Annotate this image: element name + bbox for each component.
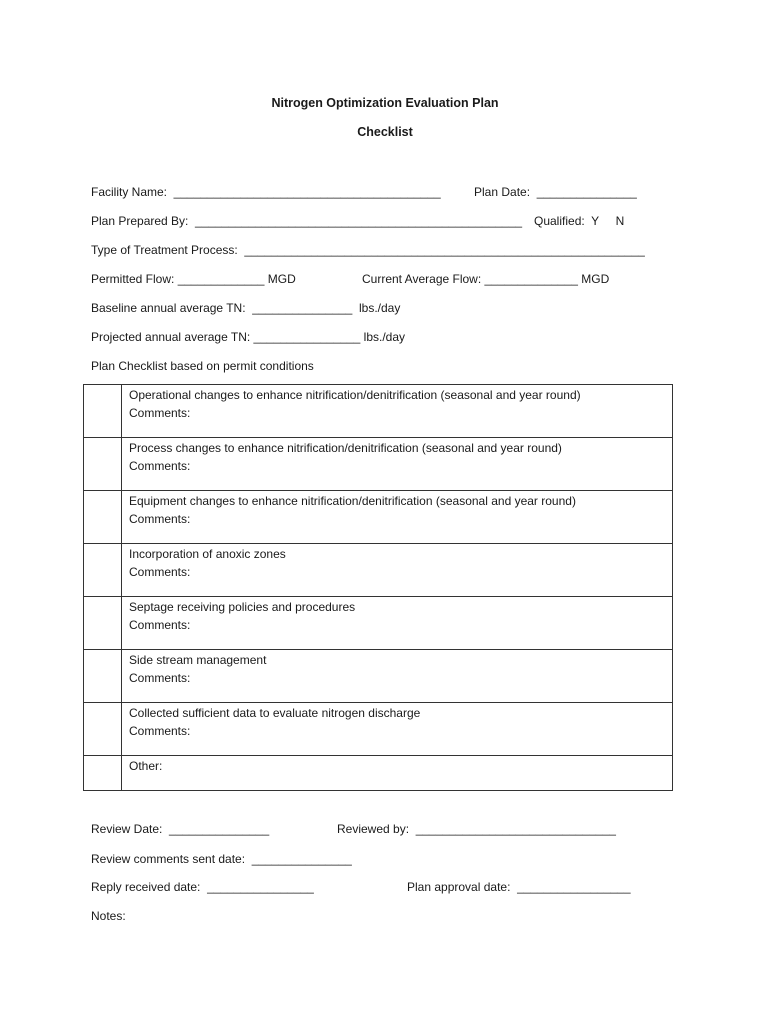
checklist-item-cell	[122, 597, 673, 650]
checklist-item-label: Other:	[129, 759, 163, 773]
checklist-item-cell	[122, 438, 673, 491]
checklist-row	[84, 597, 673, 650]
notes-label: Notes:	[91, 909, 126, 923]
checkbox-cell[interactable]	[84, 650, 122, 703]
checklist-comments-label: Comments:	[129, 617, 191, 632]
facility-name-field[interactable]: Facility Name: ________________________________________	[91, 185, 441, 199]
checklist-row	[84, 703, 673, 756]
plan-checklist-table	[83, 384, 673, 791]
checklist-item-label: Process changes to enhance nitrification/denitrification (seasonal and year round)	[129, 441, 562, 455]
checklist-item-label: Septage receiving policies and procedures	[129, 600, 356, 614]
review-date-field[interactable]: Review Date: _______________	[91, 822, 270, 836]
checklist-item-cell	[122, 544, 673, 597]
review-comments-sent-field[interactable]: Review comments sent date: _______________	[91, 852, 352, 866]
checklist-item-label: Operational changes to enhance nitrification/denitrification (seasonal and year round)	[129, 388, 581, 402]
checklist-item-label: Side stream management	[129, 653, 267, 667]
checklist-comments-label: Comments:	[129, 723, 191, 738]
checklist-comments-label: Comments:	[129, 670, 191, 685]
document-title: Nitrogen Optimization Evaluation Plan	[271, 96, 499, 110]
plan-date-field[interactable]: Plan Date: _______________	[474, 185, 637, 199]
permitted-flow-field[interactable]: Permitted Flow: _____________ MGD	[91, 272, 296, 286]
checklist-comments-label: Comments:	[129, 564, 191, 579]
checklist-item-cell	[122, 756, 673, 791]
baseline-tn-field[interactable]: Baseline annual average TN: _______________ lbs./day	[91, 301, 401, 315]
checklist-row	[84, 756, 673, 791]
reviewed-by-field[interactable]: Reviewed by: ______________________________	[337, 822, 616, 836]
checklist-row	[84, 385, 673, 438]
treatment-process-field[interactable]: Type of Treatment Process: ____________________________________________________________	[91, 243, 645, 257]
checklist-item-label: Equipment changes to enhance nitrification/denitrification (seasonal and year round)	[129, 494, 576, 508]
plan-prepared-by-field[interactable]: Plan Prepared By: _________________________________________________	[91, 214, 523, 228]
plan-approval-date-field[interactable]: Plan approval date: _________________	[407, 880, 631, 894]
checklist-comments-label: Comments:	[129, 511, 191, 526]
projected-tn-field[interactable]: Projected annual average TN: ________________ lbs./day	[91, 330, 406, 344]
checklist-item-cell	[122, 650, 673, 703]
checklist-item-label: Incorporation of anoxic zones	[129, 547, 286, 561]
checkbox-cell[interactable]	[84, 385, 122, 438]
checklist-row	[84, 650, 673, 703]
checkbox-cell[interactable]	[84, 491, 122, 544]
checkbox-cell[interactable]	[84, 597, 122, 650]
checklist-item-cell	[122, 491, 673, 544]
checklist-row	[84, 491, 673, 544]
checklist-row	[84, 544, 673, 597]
reply-received-field[interactable]: Reply received date: ________________	[91, 880, 314, 894]
checklist-item-cell	[122, 385, 673, 438]
checkbox-cell[interactable]	[84, 544, 122, 597]
checklist-item-label: Collected sufficient data to evaluate nitrogen discharge	[129, 706, 421, 720]
checkbox-cell[interactable]	[84, 703, 122, 756]
checklist-comments-label: Comments:	[129, 458, 191, 473]
qualified-field[interactable]: Qualified: Y N	[534, 214, 625, 228]
document-subtitle: Checklist	[357, 125, 413, 139]
checklist-item-cell	[122, 703, 673, 756]
checkbox-cell[interactable]	[84, 756, 122, 791]
checkbox-cell[interactable]	[84, 438, 122, 491]
checklist-comments-label: Comments:	[129, 405, 191, 420]
checklist-intro: Plan Checklist based on permit conditions	[91, 359, 314, 373]
current-average-flow-field[interactable]: Current Average Flow: ______________ MGD	[362, 272, 610, 286]
checklist-row	[84, 438, 673, 491]
